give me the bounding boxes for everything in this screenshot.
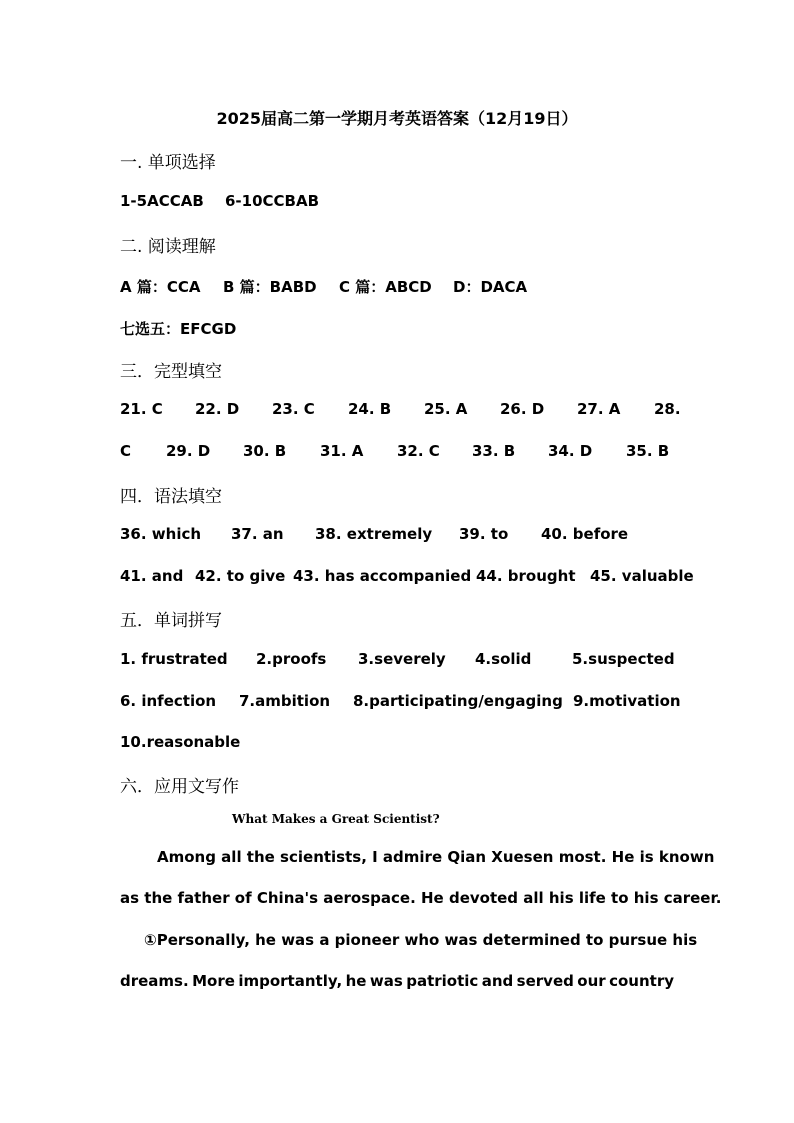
answer-item: 38. extremely [315, 525, 433, 543]
answer-group: 6-10CCBAB [225, 192, 320, 210]
section-heading-grammar: 四．语法填空 [120, 487, 222, 507]
answer-item: 33. B [472, 442, 516, 460]
essay-word: served [516, 972, 574, 990]
essay-word: More [192, 972, 235, 990]
answer-item: 7.ambition [239, 692, 331, 710]
answer-item: 23. C [272, 400, 315, 418]
answer-item: 43. has accompanied [293, 567, 472, 585]
answer-item: 27. A [577, 400, 621, 418]
essay-word: dreams. [120, 972, 189, 990]
answer-item: 35. B [626, 442, 670, 460]
answer-group: A 篇：CCA [120, 278, 201, 296]
answer-group: C 篇：ABCD [339, 278, 432, 296]
answer-item: 28. [654, 400, 681, 418]
essay-line: ①Personally, he was a pioneer who was determined to pursue his [144, 931, 698, 949]
answer-item: 37. an [231, 525, 284, 543]
answer-item: 3.severely [358, 650, 446, 668]
essay-word: our [577, 972, 606, 990]
answer-item: 25. A [424, 400, 468, 418]
answer-item: 9.motivation [573, 692, 681, 710]
answer-item: 22. D [195, 400, 240, 418]
section-heading-single-choice: 一. 单项选择 [120, 153, 216, 173]
answer-item: 5.suspected [572, 650, 675, 668]
answer-item: 24. B [348, 400, 392, 418]
answer-item: 29. D [166, 442, 211, 460]
spelling-answer-10: 10.reasonable [120, 733, 241, 751]
answer-item: 30. B [243, 442, 287, 460]
answer-item: 34. D [548, 442, 593, 460]
essay-word: and [481, 972, 514, 990]
essay-word: patriotic [406, 972, 479, 990]
answer-item: 1. frustrated [120, 650, 228, 668]
answer-item: 40. before [541, 525, 629, 543]
essay-line: Among all the scientists, I admire Qian Xuesen most. He is known [157, 848, 715, 866]
answer-item: 39. to [459, 525, 509, 543]
essay-word: was [369, 972, 403, 990]
answer-item: 26. D [500, 400, 545, 418]
essay-word: country [609, 972, 674, 990]
section-heading-reading: 二. 阅读理解 [120, 237, 216, 257]
answer-item: 41. and [120, 567, 184, 585]
answer-item: 44. brought [476, 567, 576, 585]
essay-word: he [345, 972, 367, 990]
answer-item: 21. C [120, 400, 163, 418]
answer-item: 31. A [320, 442, 364, 460]
answer-item: 4.solid [475, 650, 532, 668]
seven-choose-five-answers: 七选五：EFCGD [120, 320, 237, 338]
answer-item: 42. to give [195, 567, 286, 585]
section-heading-spelling: 五．单词拼写 [120, 611, 222, 631]
answer-item: 32. C [397, 442, 440, 460]
answer-item: 36. which [120, 525, 202, 543]
answer-group: B 篇：BABD [223, 278, 317, 296]
page-title: 2025届高二第一学期月考英语答案（12月19日） [216, 109, 578, 128]
answer-item: C [120, 442, 132, 460]
answer-group: 1-5ACCAB [120, 192, 204, 210]
answer-group: D：DACA [453, 278, 528, 296]
section-heading-cloze: 三．完型填空 [120, 362, 222, 382]
answer-item: 45. valuable [590, 567, 694, 585]
answer-item: 8.participating/engaging [353, 692, 563, 710]
essay-line [120, 972, 674, 990]
section-heading-writing: 六．应用文写作 [120, 777, 239, 797]
essay-word: importantly, [238, 972, 343, 990]
answer-item: 2.proofs [256, 650, 327, 668]
answer-item: 6. infection [120, 692, 217, 710]
essay-line: as the father of China's aerospace. He devoted all his life to his career. [120, 889, 722, 907]
